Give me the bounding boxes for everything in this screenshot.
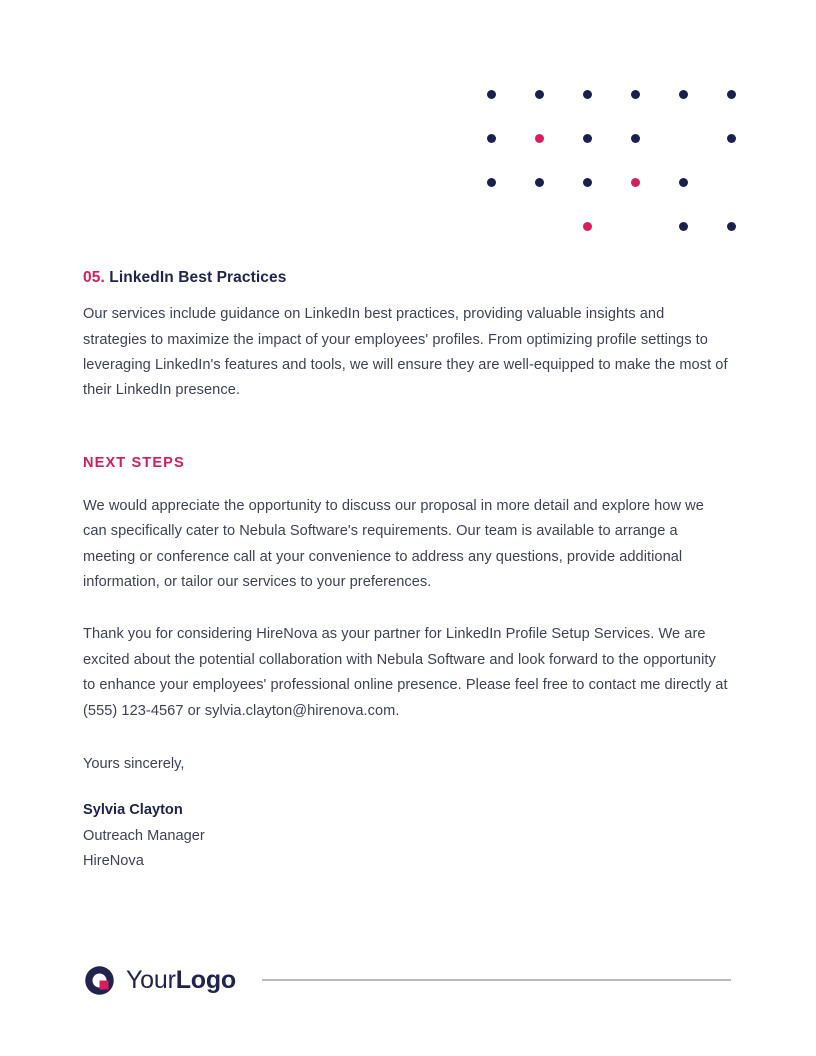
section-heading-linkedin-best-practices <box>83 268 731 288</box>
dot-pink <box>583 222 592 231</box>
section-spacer <box>83 404 731 454</box>
section-heading-next-steps: NEXT STEPS <box>83 454 185 471</box>
dot-pink <box>631 178 640 187</box>
dot-navy <box>583 178 592 187</box>
dot-grid-decoration <box>480 82 740 237</box>
signature-job-title: Outreach Manager <box>83 827 205 844</box>
signature-closing: Yours sincerely, <box>83 755 185 772</box>
dot-navy <box>679 178 688 187</box>
document-content <box>83 268 731 875</box>
dot-navy <box>727 134 736 143</box>
paragraph-spacer <box>83 595 731 622</box>
heading-spacer <box>83 473 731 494</box>
page-footer <box>83 958 731 1002</box>
dot-navy <box>679 90 688 99</box>
dot-navy <box>487 90 496 99</box>
paragraph-linkedin-best-practices: Our services include guidance on LinkedIn best practices, providing valuable insights and strategies to maximize the impact of your employees' profiles. From optimizing profile settings to leveraging LinkedIn's features and tools, we will ensure they are well-equipped to make the most of their LinkedIn presence. <box>83 306 728 399</box>
footer-logo-text-light: Your <box>126 965 176 994</box>
dot-navy <box>727 90 736 99</box>
dot-navy <box>535 178 544 187</box>
dot-navy <box>679 222 688 231</box>
circle-logo-mark-icon <box>83 964 116 997</box>
footer-logo-text-bold: Logo <box>175 965 237 994</box>
paragraph-next-steps-1: We would appreciate the opportunity to discuss our proposal in more detail and explore how we can specifically cater to Nebula Software's requirements. Our team is available to arrange a meeting or conference call at your convenience to address any questions, provide additional information, or tailor our services to your preferences. <box>83 497 704 590</box>
signature-name: Sylvia Clayton <box>83 802 183 819</box>
footer-logo-text <box>126 965 237 994</box>
section-title: LinkedIn Best Practices <box>109 269 287 286</box>
section-number: 05. <box>83 269 105 286</box>
dot-navy <box>487 178 496 187</box>
paragraph-next-steps-2: Thank you for considering HireNova as your partner for LinkedIn Profile Setup Services. We are excited about the potential collaboration with Nebula Software and look forward to the opportunity to enhance your employees' professional online presence. Please feel free to contact me directly at (555) 123-4567 or sylvia.clayton@hirenova.com. <box>83 626 728 719</box>
signature-spacer <box>83 777 731 798</box>
dot-pink <box>535 134 544 143</box>
signoff-spacer <box>83 724 731 752</box>
dot-navy <box>631 134 640 143</box>
signature-company: HireNova <box>83 853 144 870</box>
dot-navy <box>727 222 736 231</box>
dot-navy <box>535 90 544 99</box>
footer-divider-rule <box>262 979 731 981</box>
dot-navy <box>583 90 592 99</box>
dot-navy <box>631 90 640 99</box>
dot-navy <box>487 134 496 143</box>
dot-navy <box>583 134 592 143</box>
footer-logo <box>83 964 236 997</box>
